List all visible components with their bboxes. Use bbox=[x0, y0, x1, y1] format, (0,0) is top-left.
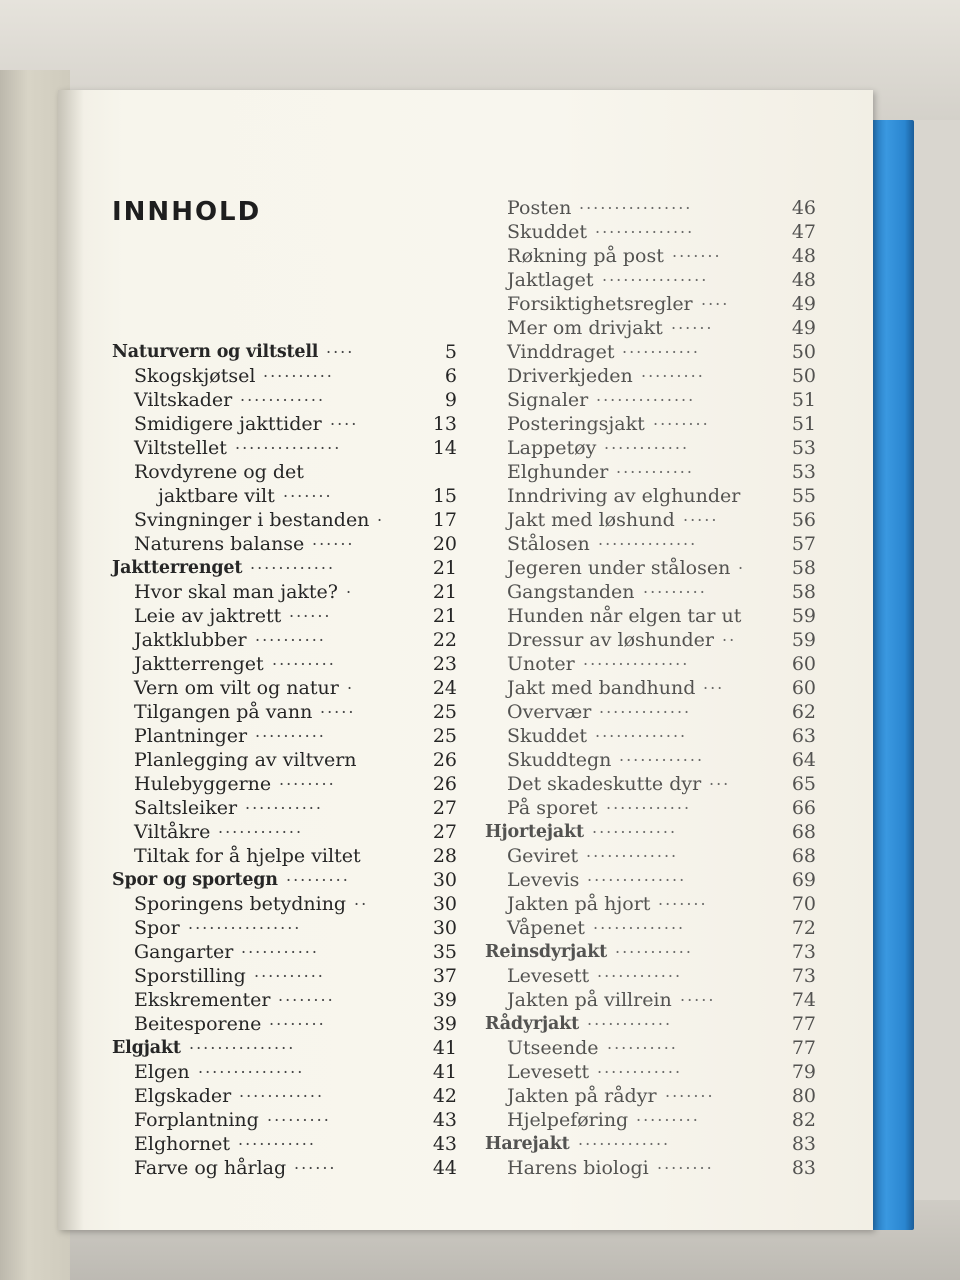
toc-leader-dots: .............. bbox=[595, 218, 695, 237]
book-cover-edge bbox=[868, 120, 914, 1230]
toc-entry-title: Gangstanden bbox=[507, 581, 635, 603]
toc-page-number: 80 bbox=[791, 1085, 816, 1107]
toc-entry bbox=[112, 1156, 457, 1180]
toc-entry-title: Geviret bbox=[507, 845, 579, 867]
toc-leader-dots: ............... bbox=[602, 266, 709, 285]
toc-page-number: 37 bbox=[432, 965, 457, 987]
toc-entry-title: Vern om vilt og natur bbox=[134, 677, 339, 699]
toc-entry-title: Beitesporene bbox=[134, 1013, 262, 1035]
toc-page-number: 39 bbox=[432, 1013, 457, 1035]
toc-entry-title: Stålosen bbox=[507, 533, 590, 555]
toc-entry-title: Hjelpeføring bbox=[507, 1109, 629, 1131]
toc-leader-dots: ....... bbox=[672, 242, 722, 261]
toc-leader-dots: ............. bbox=[599, 698, 692, 717]
toc-page-number: 26 bbox=[432, 749, 457, 771]
toc-page-number: 73 bbox=[791, 965, 816, 987]
toc-entry-title: Skuddtegn bbox=[507, 749, 612, 771]
toc-page-number: 47 bbox=[791, 221, 816, 243]
toc-entry-title: Lappetøy bbox=[507, 437, 597, 459]
toc-page-number: 53 bbox=[791, 437, 816, 459]
toc-page-number: 72 bbox=[791, 917, 816, 939]
toc-entry bbox=[112, 436, 457, 460]
toc-page-number: 27 bbox=[432, 797, 457, 819]
toc-page-number: 30 bbox=[432, 917, 457, 939]
toc-entry bbox=[485, 652, 830, 676]
toc-leader-dots: .......... bbox=[255, 626, 326, 645]
toc-page-number: 26 bbox=[432, 773, 457, 795]
toc-page-number: 20 bbox=[432, 533, 457, 555]
toc-entry-title: Jaktterrenget bbox=[134, 653, 264, 675]
toc-entry-title: Hunden når elgen tar ut bbox=[507, 605, 742, 627]
toc-entry-title: jaktbare vilt bbox=[158, 485, 275, 507]
toc-page-number: 51 bbox=[791, 389, 816, 411]
toc-entry-title: Viltstellet bbox=[134, 437, 227, 459]
toc-leader-dots: ..... bbox=[683, 506, 719, 525]
toc-page-number: 43 bbox=[432, 1109, 457, 1131]
toc-leader-dots: ........... bbox=[616, 458, 694, 477]
toc-page-number: 44 bbox=[432, 1157, 457, 1179]
toc-leader-dots: ........ bbox=[279, 770, 336, 789]
toc-leader-dots: ............... bbox=[189, 1034, 296, 1053]
toc-leader-dots: .............. bbox=[587, 866, 687, 885]
toc-page-number: 21 bbox=[432, 605, 457, 627]
toc-leader-dots: ............. bbox=[586, 842, 679, 861]
toc-entry-title: Elghornet bbox=[134, 1133, 230, 1155]
toc-page-number: 21 bbox=[432, 581, 457, 603]
toc-entry-title: Jaktklubber bbox=[134, 629, 247, 651]
toc-entry-title: Planlegging av viltvern bbox=[134, 749, 357, 771]
toc-leader-dots: . bbox=[347, 674, 355, 693]
toc-entry-title: Røkning på post bbox=[507, 245, 664, 267]
toc-entry-title: Naturvern og viltstell bbox=[112, 342, 319, 362]
toc-leader-dots: ............ bbox=[606, 794, 692, 813]
toc-page-number: 82 bbox=[791, 1109, 816, 1131]
toc-entry-title: Forplantning bbox=[134, 1109, 259, 1131]
toc-leader-dots: ............ bbox=[592, 818, 678, 837]
toc-leader-dots: ........... bbox=[622, 338, 700, 357]
toc-entry-title: Jaktlaget bbox=[507, 269, 594, 291]
toc-entry-title: Jakten på villrein bbox=[507, 989, 672, 1011]
toc-entry-title: Jaktterrenget bbox=[112, 558, 243, 578]
toc-entry-title: Sporingens betydning bbox=[134, 893, 347, 915]
toc-leader-dots: . bbox=[346, 578, 354, 597]
toc-entry bbox=[485, 220, 830, 244]
toc-leader-dots: ............ bbox=[597, 962, 683, 981]
toc-leader-dots: ............. bbox=[593, 914, 686, 933]
toc-leader-dots: ........... bbox=[245, 794, 323, 813]
toc-leader-dots: ........... bbox=[615, 938, 693, 957]
toc-page-number: 42 bbox=[432, 1085, 457, 1107]
toc-page-number: 58 bbox=[791, 581, 816, 603]
toc-page-number: 23 bbox=[432, 653, 457, 675]
toc-page-number: 59 bbox=[791, 629, 816, 651]
toc-entry-title: Plantninger bbox=[134, 725, 248, 747]
toc-entry-title: Våpenet bbox=[507, 917, 585, 939]
toc-page-number: 14 bbox=[432, 437, 457, 459]
toc-page-number: 22 bbox=[432, 629, 457, 651]
toc-entry bbox=[485, 748, 830, 772]
toc-entry-title: Jakt med løshund bbox=[507, 509, 675, 531]
toc-page-number: 77 bbox=[791, 1013, 816, 1035]
toc-page-number: 25 bbox=[432, 725, 457, 747]
toc-entry bbox=[112, 820, 457, 844]
toc-page-number: 79 bbox=[791, 1061, 816, 1083]
toc-entry-title: Smidigere jakttider bbox=[134, 413, 322, 435]
toc-entry bbox=[485, 964, 830, 988]
toc-entry bbox=[485, 268, 830, 292]
toc-leader-dots: ...... bbox=[289, 602, 332, 621]
toc-entry bbox=[485, 532, 830, 556]
toc-entry bbox=[485, 580, 830, 604]
toc-entry-title: Viltskader bbox=[134, 389, 233, 411]
toc-entry-title: Jakt med bandhund bbox=[507, 677, 696, 699]
toc-leader-dots: .............. bbox=[598, 530, 698, 549]
toc-entry bbox=[485, 1156, 830, 1180]
toc-entry-title: Posteringsjakt bbox=[507, 413, 645, 435]
toc-leader-dots: .. bbox=[722, 626, 737, 645]
toc-entry-title: Skuddet bbox=[507, 221, 587, 243]
toc-page-number: 68 bbox=[791, 845, 816, 867]
toc-entry-title: Tilgangen på vann bbox=[134, 701, 313, 723]
toc-right-column bbox=[485, 196, 830, 1180]
toc-page-number: 30 bbox=[432, 869, 457, 891]
toc-entry bbox=[485, 292, 830, 316]
toc-leader-dots: .............. bbox=[596, 386, 696, 405]
toc-leader-dots: ......... bbox=[286, 866, 350, 885]
toc-page-number: 65 bbox=[791, 773, 816, 795]
toc-entry-title: Hulebyggerne bbox=[134, 773, 272, 795]
toc-leader-dots: ......... bbox=[641, 362, 705, 381]
toc-page-number: 28 bbox=[432, 845, 457, 867]
toc-page-number: 58 bbox=[791, 557, 816, 579]
toc-entry-title: Jakten på rådyr bbox=[507, 1085, 657, 1107]
toc-entry-title: Overvær bbox=[507, 701, 592, 723]
toc-entry-title: Harejakt bbox=[485, 1134, 570, 1154]
toc-leader-dots: ............ bbox=[597, 1058, 683, 1077]
toc-leader-dots: .... bbox=[330, 410, 359, 429]
toc-entry-title: Unoter bbox=[507, 653, 575, 675]
toc-page-number: 63 bbox=[791, 725, 816, 747]
toc-leader-dots: ..... bbox=[320, 698, 356, 717]
toc-page-number: 57 bbox=[791, 533, 816, 555]
toc-entry-title: På sporet bbox=[507, 797, 598, 819]
toc-entry-title: Hjortejakt bbox=[485, 822, 584, 842]
toc-page-number: 49 bbox=[791, 293, 816, 315]
toc-entry-title: Dressur av løshunder bbox=[507, 629, 714, 651]
toc-page-number: 39 bbox=[432, 989, 457, 1011]
toc-page-number: 69 bbox=[791, 869, 816, 891]
toc-page-number: 6 bbox=[444, 365, 457, 387]
toc-leader-dots: ................ bbox=[579, 194, 693, 213]
toc-leader-dots: ............... bbox=[583, 650, 690, 669]
toc-entry-title: Elgskader bbox=[134, 1085, 232, 1107]
toc-leader-dots: ......... bbox=[267, 1106, 331, 1125]
toc-page-number: 83 bbox=[791, 1133, 816, 1155]
toc-entry-title: Saltsleiker bbox=[134, 797, 238, 819]
toc-page-number: 53 bbox=[791, 461, 816, 483]
toc-entry-title: Driverkjeden bbox=[507, 365, 633, 387]
toc-entry-title: Elgjakt bbox=[112, 1038, 181, 1058]
toc-entry-title: Levevis bbox=[507, 869, 580, 891]
toc-page-number: 50 bbox=[791, 341, 816, 363]
toc-page-number: 15 bbox=[432, 485, 457, 507]
toc-leader-dots: ...... bbox=[312, 530, 355, 549]
toc-page-number: 13 bbox=[432, 413, 457, 435]
toc-leader-dots: ......... bbox=[272, 650, 336, 669]
toc-page-number: 17 bbox=[432, 509, 457, 531]
toc-leader-dots: ... bbox=[703, 674, 725, 693]
toc-page-number: 60 bbox=[791, 677, 816, 699]
toc-leader-dots: ............. bbox=[595, 722, 688, 741]
toc-leader-dots: ........ bbox=[657, 1154, 714, 1173]
toc-leader-dots: ....... bbox=[658, 890, 708, 909]
toc-page-number: 70 bbox=[791, 893, 816, 915]
toc-page-number: 83 bbox=[791, 1157, 816, 1179]
toc-page-number: 24 bbox=[432, 677, 457, 699]
toc-leader-dots: ........ bbox=[653, 410, 710, 429]
toc-entry-title: Harens biologi bbox=[507, 1157, 649, 1179]
toc-page-number: 48 bbox=[791, 245, 816, 267]
toc-entry-title: Tiltak for å hjelpe viltet bbox=[134, 845, 361, 867]
toc-leader-dots: ............ bbox=[587, 1010, 673, 1029]
toc-page-number: 56 bbox=[791, 509, 816, 531]
toc-entry-title: Utseende bbox=[507, 1037, 599, 1059]
toc-entry-title: Levesett bbox=[507, 965, 590, 987]
toc-entry-title: Viltåkre bbox=[134, 821, 211, 843]
toc-page-number: 21 bbox=[432, 557, 457, 579]
toc-leader-dots: ........... bbox=[238, 1130, 316, 1149]
toc-entry-title: Skogskjøtsel bbox=[134, 365, 256, 387]
toc-leader-dots: ...... bbox=[671, 314, 714, 333]
toc-page-number: 51 bbox=[791, 413, 816, 435]
toc-leader-dots: .... bbox=[701, 290, 730, 309]
toc-entry-title: Leie av jaktrett bbox=[134, 605, 282, 627]
toc-leader-dots: ..... bbox=[680, 986, 716, 1005]
toc-entry-title: Elghunder bbox=[507, 461, 609, 483]
page-title: INNHOLD bbox=[112, 197, 262, 227]
toc-entry bbox=[485, 460, 830, 484]
toc-page-number: 30 bbox=[432, 893, 457, 915]
toc-leader-dots: ......... bbox=[643, 578, 707, 597]
toc-page-number: 27 bbox=[432, 821, 457, 843]
toc-leader-dots: ............ bbox=[604, 434, 690, 453]
toc-leader-dots: ............ bbox=[240, 386, 326, 405]
toc-entry-title: Forsiktighetsregler bbox=[507, 293, 693, 315]
toc-page-number: 74 bbox=[791, 989, 816, 1011]
toc-leader-dots: .... bbox=[326, 338, 355, 357]
toc-entry-title: Jegeren under stålosen bbox=[507, 557, 731, 579]
toc-page-number: 48 bbox=[791, 269, 816, 291]
toc-page-number: 62 bbox=[791, 701, 816, 723]
toc-entry bbox=[485, 484, 830, 508]
toc-leader-dots: ............ bbox=[250, 554, 336, 573]
toc-page-number: 25 bbox=[432, 701, 457, 723]
toc-entry-title: Rovdyrene og det bbox=[134, 461, 304, 483]
toc-page-number: 5 bbox=[444, 341, 457, 363]
toc-page-number: 77 bbox=[791, 1037, 816, 1059]
toc-entry-title: Mer om drivjakt bbox=[507, 317, 663, 339]
toc-entry-title: Gangarter bbox=[134, 941, 234, 963]
toc-page-number: 73 bbox=[791, 941, 816, 963]
toc-leader-dots: ............... bbox=[235, 434, 342, 453]
toc-entry-title: Ekskrementer bbox=[134, 989, 271, 1011]
toc-entry-title: Naturens balanse bbox=[134, 533, 305, 555]
toc-entry-title: Hvor skal man jakte? bbox=[134, 581, 338, 603]
toc-leader-dots: ........ bbox=[269, 1010, 326, 1029]
toc-page-number: 43 bbox=[432, 1133, 457, 1155]
toc-leader-dots: . bbox=[738, 554, 746, 573]
toc-entry bbox=[485, 604, 830, 628]
toc-entry-title: Vinddraget bbox=[507, 341, 615, 363]
toc-page-number: 46 bbox=[791, 197, 816, 219]
toc-entry-title: Svingninger i bestanden bbox=[134, 509, 370, 531]
toc-leader-dots: ............ bbox=[239, 1082, 325, 1101]
toc-entry-title: Skuddet bbox=[507, 725, 587, 747]
toc-leader-dots: ...... bbox=[294, 1154, 337, 1173]
toc-leader-dots: . bbox=[377, 506, 385, 525]
toc-page-number: 64 bbox=[791, 749, 816, 771]
toc-page-number: 59 bbox=[791, 605, 816, 627]
toc-entry-title: Elgen bbox=[134, 1061, 190, 1083]
toc-page-number: 60 bbox=[791, 653, 816, 675]
toc-page-number: 49 bbox=[791, 317, 816, 339]
toc-leader-dots: ............. bbox=[578, 1130, 671, 1149]
toc-entry-title: Reinsdyrjakt bbox=[485, 942, 608, 962]
toc-leader-dots: ......... bbox=[636, 1106, 700, 1125]
toc-entry-title: Signaler bbox=[507, 389, 589, 411]
toc-leader-dots: ........... bbox=[241, 938, 319, 957]
toc-entry bbox=[485, 1060, 830, 1084]
toc-entry-title: Spor bbox=[134, 917, 180, 939]
toc-entry-title: Jakten på hjort bbox=[507, 893, 651, 915]
toc-page-number: 41 bbox=[432, 1037, 457, 1059]
toc-page-number: 41 bbox=[432, 1061, 457, 1083]
toc-leader-dots: ............... bbox=[198, 1058, 305, 1077]
toc-page-number: 68 bbox=[791, 821, 816, 843]
page-gutter-shadow bbox=[58, 90, 84, 1230]
toc-leader-dots: ............ bbox=[218, 818, 304, 837]
toc-entry-title: Sporstilling bbox=[134, 965, 246, 987]
toc-page-number: 50 bbox=[791, 365, 816, 387]
toc-page-number: 9 bbox=[444, 389, 457, 411]
toc-leader-dots: .......... bbox=[254, 962, 325, 981]
toc-entry-title: Rådyrjakt bbox=[485, 1014, 579, 1034]
toc-page-number: 66 bbox=[791, 797, 816, 819]
toc-leader-dots: ............ bbox=[619, 746, 705, 765]
toc-entry-title: Det skadeskutte dyr bbox=[507, 773, 702, 795]
toc-leader-dots: .......... bbox=[263, 362, 334, 381]
toc-leader-dots: .. bbox=[354, 890, 369, 909]
toc-leader-dots: .......... bbox=[607, 1034, 678, 1053]
toc-entry bbox=[112, 724, 457, 748]
toc-page-number: 55 bbox=[791, 485, 816, 507]
toc-page-number: 35 bbox=[432, 941, 457, 963]
toc-leader-dots: ................ bbox=[188, 914, 302, 933]
toc-entry-title: Posten bbox=[507, 197, 572, 219]
toc-entry-title: Inndriving av elghunder bbox=[507, 485, 741, 507]
toc-left-column bbox=[112, 340, 457, 1180]
toc-leader-dots: ........ bbox=[278, 986, 335, 1005]
toc-entry-title: Levesett bbox=[507, 1061, 590, 1083]
toc-entry-title: Spor og sportegn bbox=[112, 870, 278, 890]
toc-leader-dots: .......... bbox=[255, 722, 326, 741]
toc-leader-dots: ....... bbox=[283, 482, 333, 501]
toc-leader-dots: ....... bbox=[665, 1082, 715, 1101]
toc-entry-title: Farve og hårlag bbox=[134, 1157, 287, 1179]
toc-leader-dots: ... bbox=[709, 770, 731, 789]
